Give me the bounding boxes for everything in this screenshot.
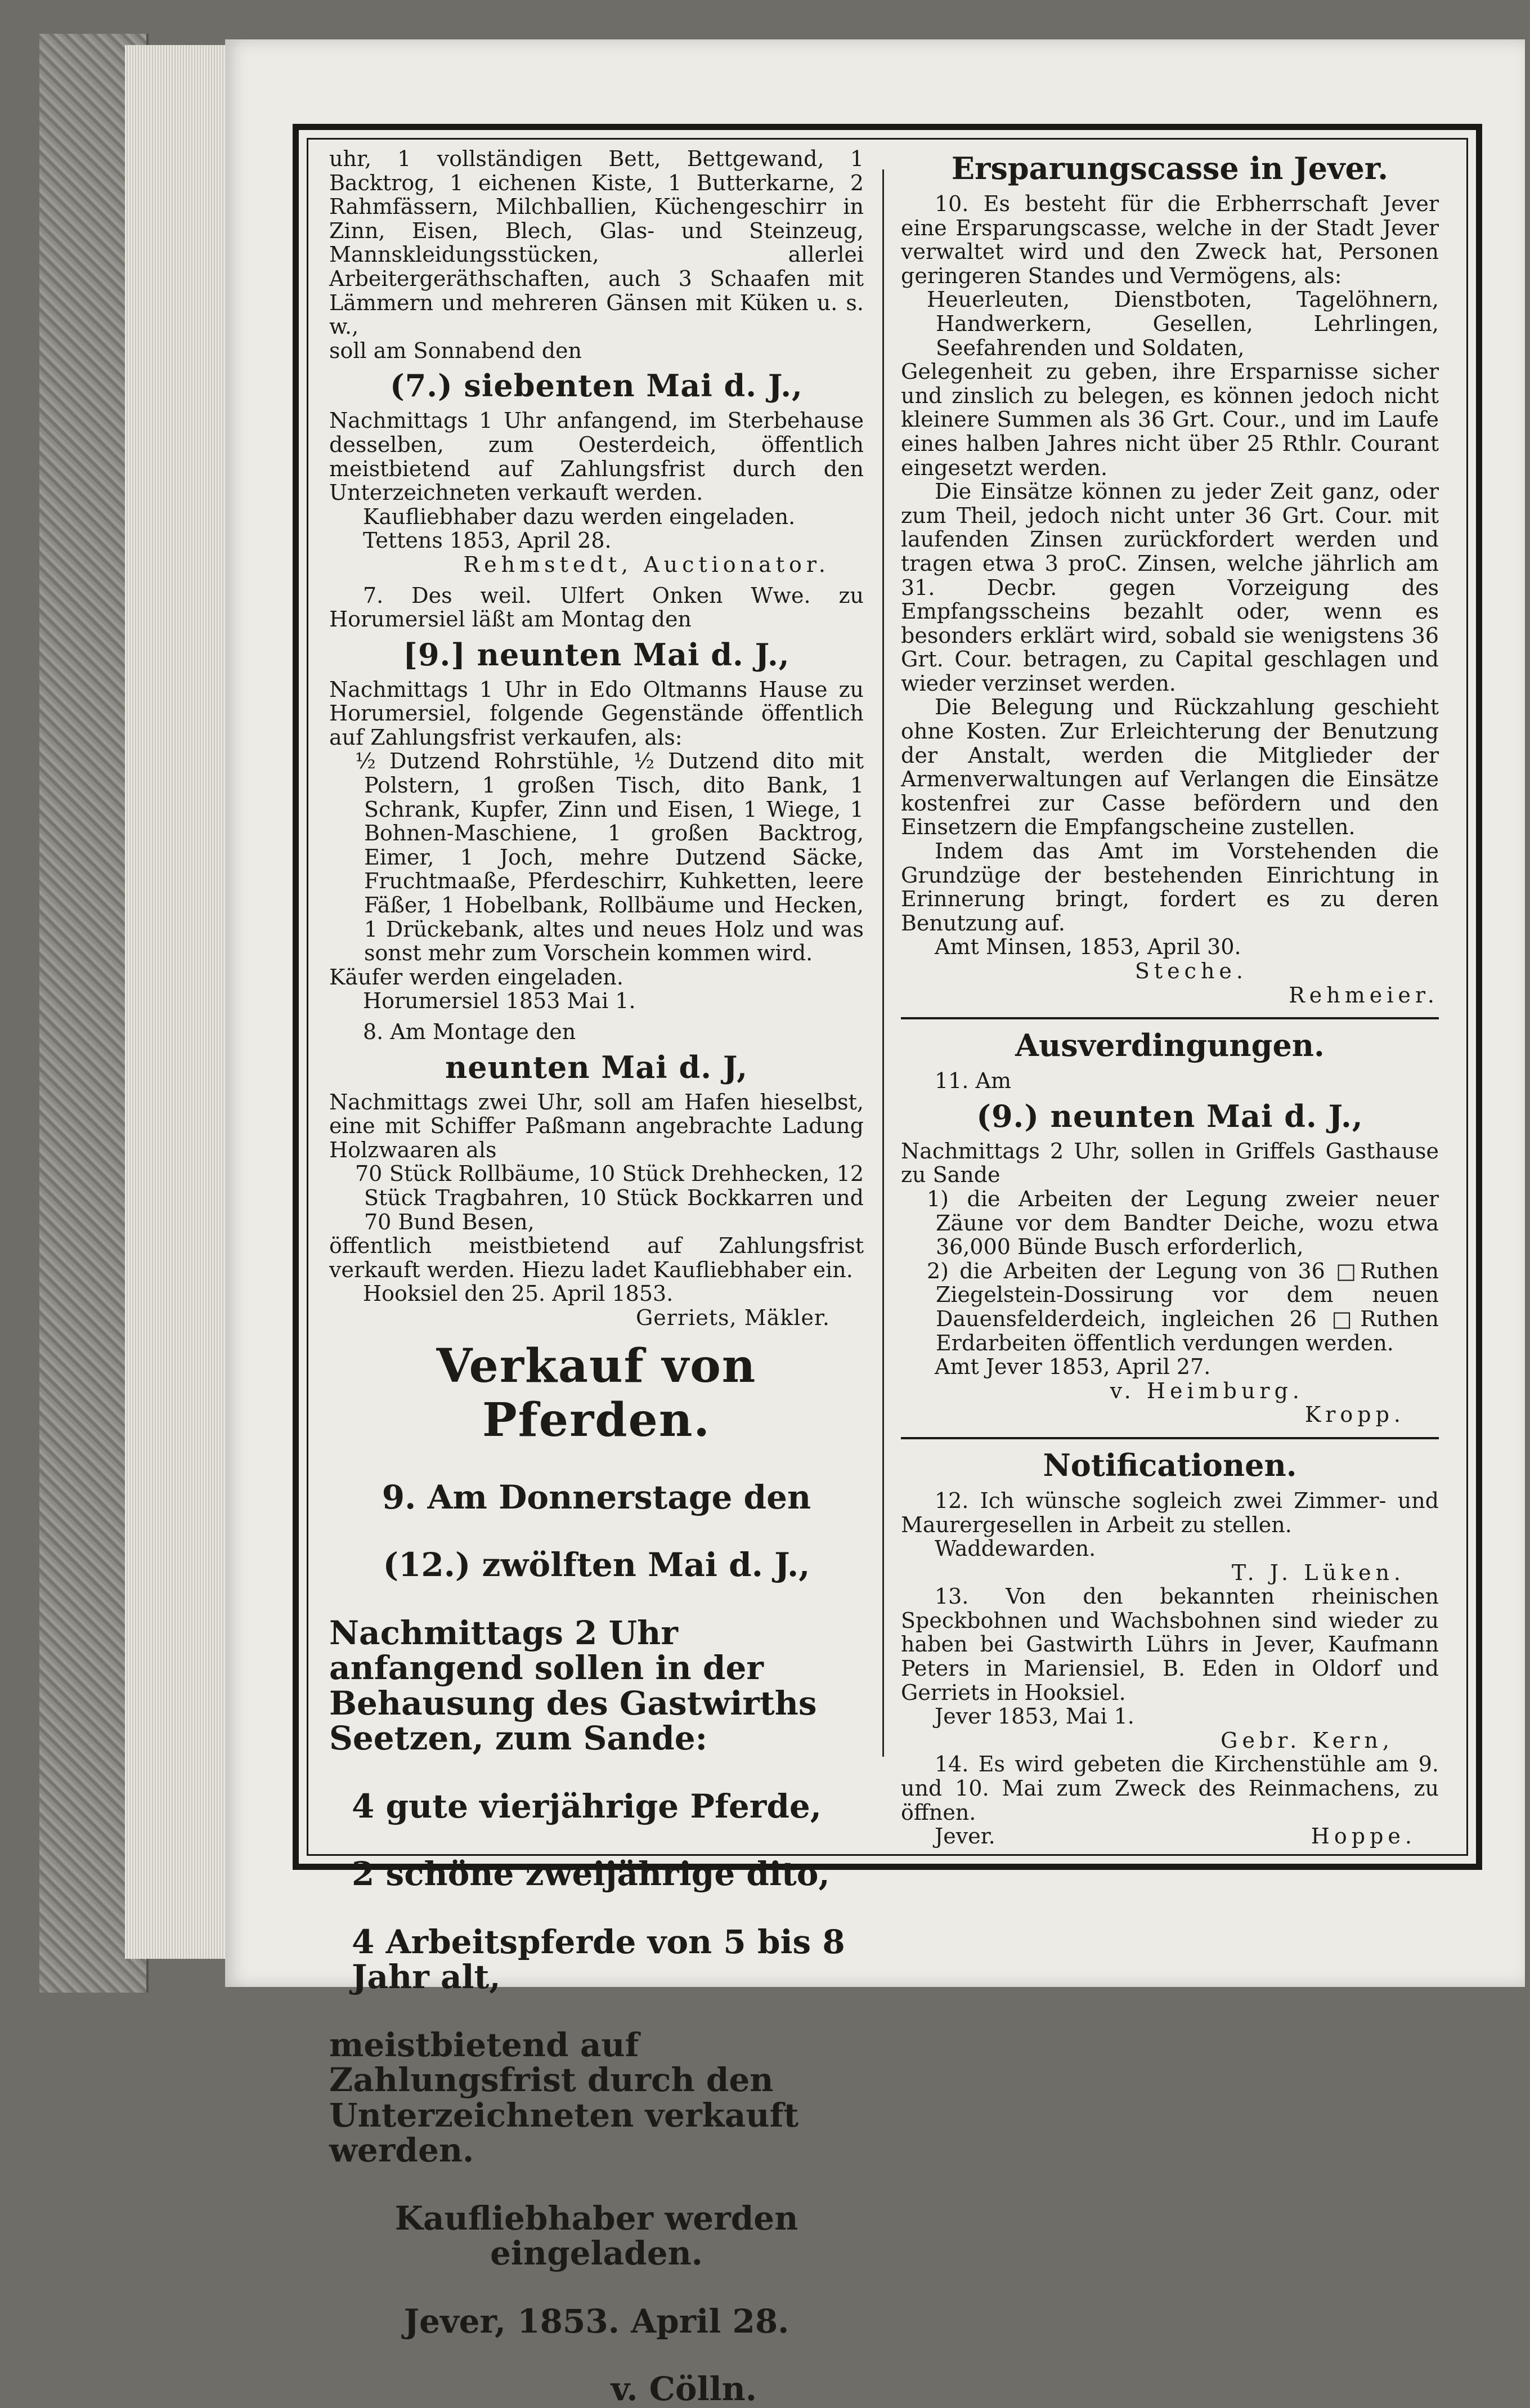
savings-p5: Indem das Amt im Vorstehenden die Grundzüge der bestehenden Einrichtung in Erinnerung bringt, fordert es zu deren Benutzung auf.: [901, 839, 1439, 936]
notification-13: 13. Von den bekannten rheinischen Speckbohnen und Wachsbohnen sind wieder zu haben bei Gastwirth Lührs in Jever, Kaufmann Peters in Mariensiel, B. Eden in Oldorf und Gerriets in Hooksiel.: [901, 1584, 1439, 1705]
right-column: [901, 147, 1439, 1847]
horses-body: Nachmittags 2 Uhr anfangend sollen in der Behausung des Gastwirths Seetzen, zum Sande:: [329, 1613, 817, 1758]
auction6-signature: Rehmstedt, Auctionator.: [463, 552, 830, 577]
horses-item3: 4 Arbeitspferde von 5 bis 8 Jahr alt,: [352, 1922, 845, 1997]
tender-date: (9.) neunten Mai d. J.,: [976, 1098, 1363, 1134]
auction6-invite: Kaufliebhaber dazu werden eingeladen.: [363, 504, 796, 529]
auction8-sale: öffentlich meistbietend auf Zahlungsfrist verkauft werden. Hiezu ladet Kaufliebhaber ein.: [329, 1233, 864, 1282]
auction7-intro: 7. Des weil. Ulfert Onken Wwe. zu Horumersiel läßt am Montag den: [329, 583, 864, 632]
savings-signature-2: Rehmeier.: [1289, 982, 1439, 1008]
notification-13-place: Jever 1853, Mai 1.: [935, 1704, 1134, 1729]
auction8-date: neunten Mai d. J,: [445, 1049, 748, 1085]
savings-p2: Gelegenheit zu geben, ihre Ersparnisse sicher und zinslich zu belegen, es können jedoch nicht kleinere Summen als 36 Grt. Cour., und im Laufe eines halben Jahres nicht über 25 Rthlr. Courant eingesetzt werden.: [901, 359, 1439, 480]
auction6-date: (7.) siebenten Mai d. J.,: [390, 368, 803, 404]
savings-p1: 10. Es besteht für die Erbherrschaft Jever eine Ersparungscasse, welche in der Stadt Jever verwaltet wird und den Zweck hat, Personen geringeren Standes und Vermögens, als:: [901, 191, 1439, 288]
tender-body: Nachmittags 2 Uhr, sollen in Griffels Gasthause zu Sande: [901, 1138, 1439, 1188]
auction8-list: 70 Stück Rollbäume, 10 Stück Drehhecken, 12 Stück Tragbahren, 10 Stück Bockkarren und 70 Bund Besen,: [355, 1161, 864, 1234]
notification-14-signature: Hoppe.: [1311, 1824, 1416, 1849]
notification-13-signature: Gebr. Kern,: [1221, 1727, 1394, 1753]
notification-14: 14. Es wird gebeten die Kirchenstühle am 9. und 10. Mai zum Zweck des Reinmachens, zu öffnen.: [901, 1752, 1439, 1825]
savings-heading: Ersparungscasse in Jever.: [951, 150, 1389, 186]
horses-heading: Verkauf von Pferden.: [436, 1339, 757, 1447]
horses-intro: 9. Am Donnerstage den: [382, 1478, 811, 1516]
horses-item1: 4 gute vierjährige Pferde,: [352, 1787, 822, 1825]
page-frame: [293, 124, 1482, 2408]
notification-12-place: Waddewarden.: [935, 1536, 1096, 1561]
auction7-invite: Käufer werden eingeladen.: [329, 964, 623, 990]
tender-item1: 1) die Arbeiten der Legung zweier neuer Zäune vor dem Bandter Deiche, wozu etwa 36,000 Bünde Busch erforderlich,: [927, 1186, 1439, 1260]
tender-item2: 2) die Arbeiten der Legung von 36 □Ruthen Ziegelstein-Dossirung vor dem neuen Dauensfelderdeich, ingleichen 26 □Ruthen Erdarbeiten öffentlich verdungen werden.: [927, 1258, 1439, 1355]
horses-place: Jever, 1853. April 28.: [403, 2302, 789, 2340]
section-rule-2: [901, 1437, 1439, 1439]
savings-p3: Die Einsätze können zu jeder Zeit ganz, oder zum Theil, jedoch nicht unter 36 Grt. Cour. mit laufenden Zinsen zurückfordert werden und tragen etwa 3 proC. Zinsen, welche jährlich am 31. Decbr. gegen Vorzeigung des Empfangsscheins bezahlt oder, wenn es besonders erklärt wird, sobald sie wenigstens 36 Grt. Cour. betragen, zu Capital geschlagen und wieder verzinset werden.: [901, 479, 1439, 696]
auction7-place: Horumersiel 1853 Mai 1.: [363, 988, 636, 1014]
auction6-body: Nachmittags 1 Uhr anfangend, im Sterbehause desselben, zum Oesterdeich, öffentlich meistbietend auf Zahlungsfrist durch den Unterzeichneten verkauft werden.: [329, 408, 864, 505]
tender-heading: Ausverdingungen.: [1015, 1027, 1325, 1064]
tender-intro: 11. Am: [935, 1068, 1011, 1094]
auction6-continuation: uhr, 1 vollständigen Bett, Bettgewand, 1 Backtrog, 1 eichenen Kiste, 1 Butterkarne, 2 Rahmfässern, Milchballien, Küchengeschirr in Zinn, Eisen, Blech, Glas- und Steinzeug, Mannskleidungsstücken, allerlei Arbeitergeräthschaften, auch 3 Schaafen mit Lämmern und mehreren Gänsen mit Küken u. s. w.,: [329, 146, 864, 339]
savings-place: Amt Minsen, 1853, April 30.: [935, 934, 1241, 960]
notification-14-footer: [901, 1824, 1439, 1848]
left-column: [329, 146, 864, 2408]
savings-p4: Die Belegung und Rückzahlung geschieht ohne Kosten. Zur Erleichterung der Benutzung der Anstalt, werden die Mitglieder der Armenverwaltungen auf Verlangen die Einsätze kostenfrei zur Casse befördern und den Einsetzern die Empfangscheine zustellen.: [901, 695, 1439, 840]
page-edges: [125, 45, 237, 1959]
auction8-intro: 8. Am Montage den: [363, 1019, 576, 1044]
notifications-heading: Notificationen.: [1043, 1447, 1297, 1483]
horses-invite: Kaufliebhaber werden eingeladen.: [394, 2199, 798, 2273]
auction7-date: [9.] neunten Mai d. J.,: [403, 636, 790, 673]
auction8-signature: Gerriets, Mäkler.: [635, 1305, 830, 1330]
auction8-place: Hooksiel den 25. April 1853.: [363, 1281, 674, 1306]
column-divider: [882, 169, 884, 1757]
horses-item2: 2 schöne zweijährige dito,: [352, 1855, 830, 1894]
horses-signature: v. Cölln.: [611, 2370, 757, 2408]
tender-signature-1: v. Heimburg.: [1110, 1378, 1304, 1403]
notification-14-place: Jever.: [935, 1824, 995, 1849]
horses-date: (12.) zwölften Mai d. J.,: [383, 1546, 810, 1585]
auction7-body: Nachmittags 1 Uhr in Edo Oltmanns Hause zu Horumersiel, folgende Gegenstände öffentlich auf Zahlungsfrist verkaufen, als:: [329, 677, 864, 750]
auction7-list: ½ Dutzend Rohrstühle, ½ Dutzend dito mit Polstern, 1 großen Tisch, dito Bank, 1 Schrank, Kupfer, Zinn und Eisen, 1 Wiege, 1 Bohnen-Maschiene, 1 großen Backtrog, Eimer, 1 Joch, mehre Dutzend Säcke, Fruchtmaaße, Pferdeschirr, Kuhketten, leere Fäßer, 1 Hobelbank, Rollbäume und Hecken, 1 Drückebank, altes und neues Holz und was sonst mehr zum Vorschein kommen wird.: [355, 749, 864, 966]
auction8-body: Nachmittags zwei Uhr, soll am Hafen hieselbst, eine mit Schiffer Paßmann angebrachte Ladung Holzwaaren als: [329, 1089, 864, 1162]
savings-list: Heuerleuten, Dienstboten, Tagelöhnern, Handwerkern, Gesellen, Lehrlingen, Seefahrenden und Soldaten,: [927, 287, 1439, 360]
notification-12-signature: T. J. Lüken.: [1231, 1560, 1405, 1585]
auction6-soll: soll am Sonnabend den: [329, 338, 582, 363]
savings-signature-1: Steche.: [1134, 959, 1248, 983]
tender-place: Amt Jever 1853, April 27.: [935, 1354, 1211, 1380]
auction6-place: Tettens 1853, April 28.: [363, 528, 612, 553]
notification-12: 12. Ich wünsche sogleich zwei Zimmer- und Maurergesellen in Arbeit zu stellen.: [901, 1488, 1439, 1537]
section-rule-1: [901, 1017, 1439, 1019]
horses-sale: meistbietend auf Zahlungsfrist durch den Unterzeichneten verkauft werden.: [329, 2025, 799, 2170]
tender-signature-2: Kropp.: [1304, 1402, 1405, 1427]
